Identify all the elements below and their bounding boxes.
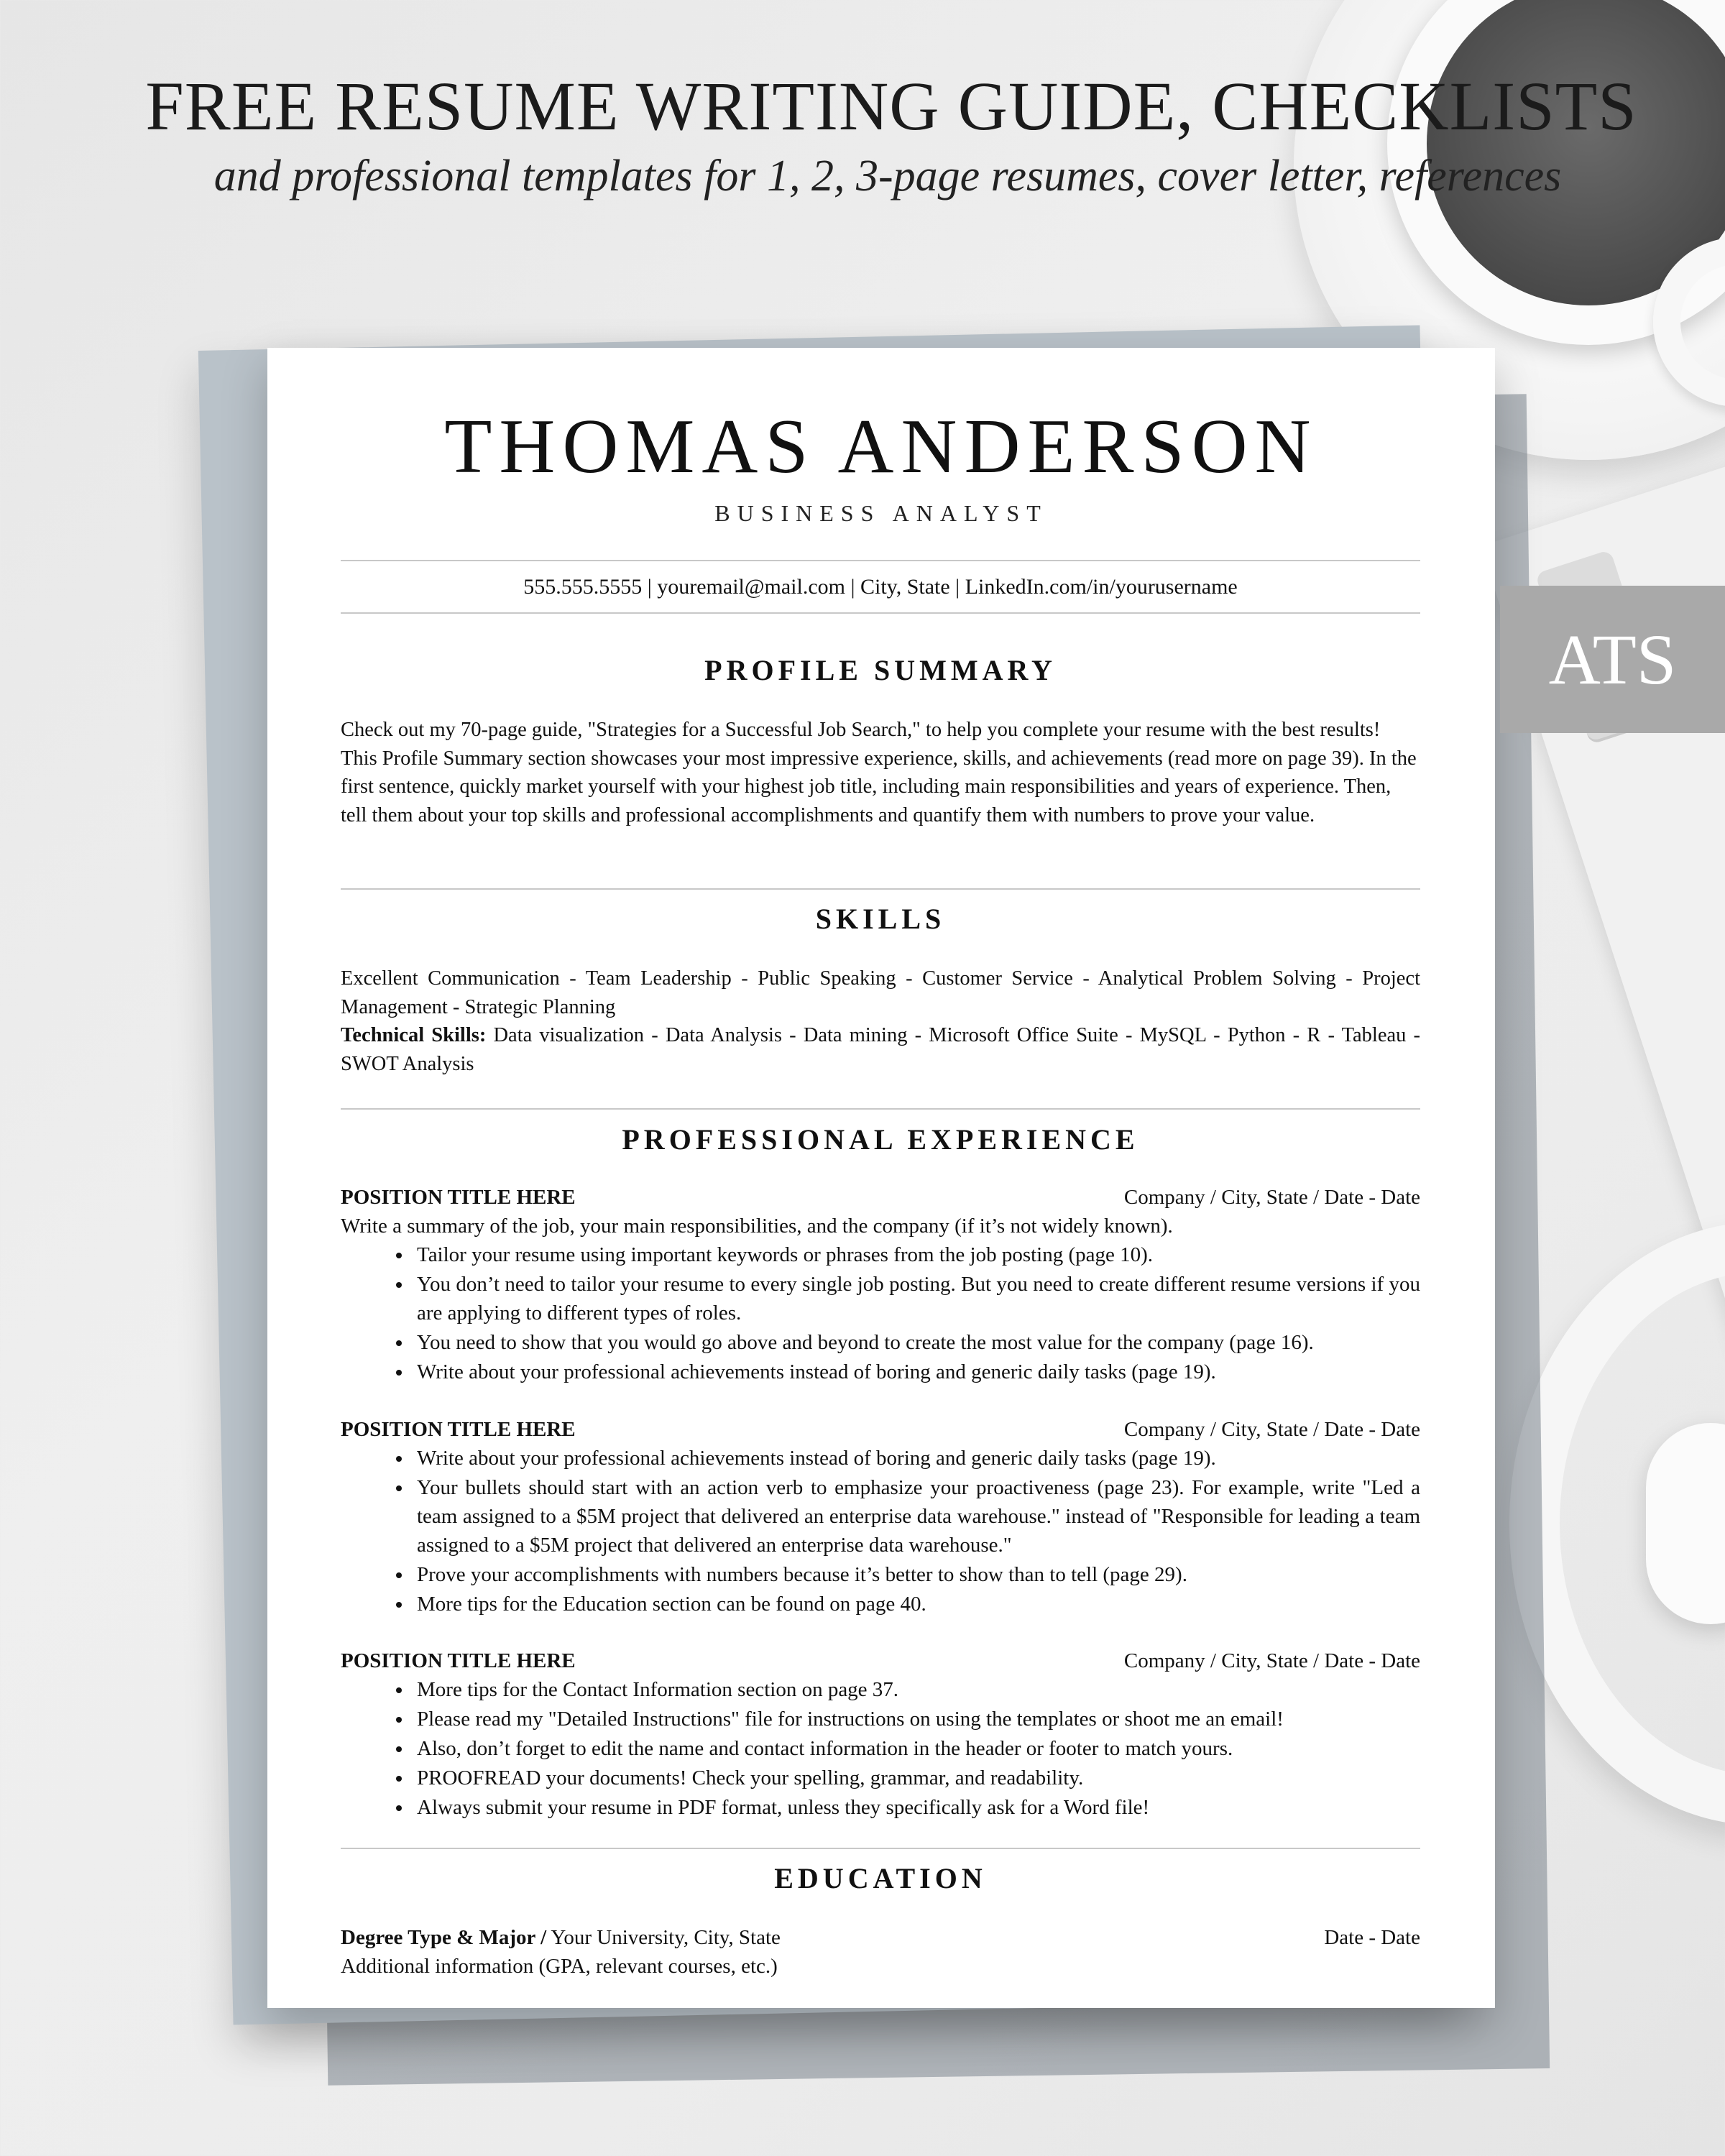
degree: Degree Type & Major / [341,1926,547,1949]
skills-block [341,964,1420,1078]
divider [341,1848,1420,1849]
education-heading: EDUCATION [774,1862,987,1894]
education-additional: Additional information (GPA, relevant courses, etc.) [341,1955,778,1978]
resume-name: THOMAS ANDERSON [444,404,1318,489]
technical-skills-label: Technical Skills: [341,1024,487,1046]
divider [341,612,1420,614]
technical-skills: Data visualization - Data Analysis - Data mining - Microsoft Office Suite - MySQL - Python - R - Tableau - SWOT Analysis [341,1024,1421,1075]
bullet-item: • Tailor your resume using important keywords or phrases from the job posting (page 10). [413,1240,1420,1269]
skills-heading: SKILLS [815,903,946,935]
bullet-item: • Write about your professional achievements instead of boring and generic daily tasks (page 19). [413,1444,1420,1473]
bullet-item: • PROOFREAD your documents! Check your spelling, grammar, and readability. [413,1764,1420,1792]
bullet-item: • Prove your accomplishments with numbers because it’s better to show than to tell (page 29). [413,1560,1420,1589]
job-bullets [341,1444,1420,1619]
bullet-item: • More tips for the Contact Information section on page 37. [413,1675,1420,1704]
bullet-item: • More tips for the Education section can be found on page 40. [413,1590,1420,1618]
soft-skills: Excellent Communication - Team Leadership - Public Speaking - Customer Service - Analytical Problem Solving - Project Management - Strategic Planning [341,967,1420,1018]
job-header [341,1415,1420,1444]
bullet-item: • Also, don’t forget to edit the name and contact information in the header or footer to match yours. [413,1734,1420,1763]
job-title: POSITION TITLE HERE [341,1649,576,1672]
bullet-item: • Write about your professional achievements instead of boring and generic daily tasks (page 19). [413,1358,1420,1386]
job-title: POSITION TITLE HERE [341,1186,576,1209]
job-bullets [341,1675,1420,1823]
job-title: POSITION TITLE HERE [341,1418,576,1441]
job-company-dates: Company / City, State / Date - Date [1123,1418,1420,1441]
banner-title: FREE RESUME WRITING GUIDE, CHECKLISTS [145,68,1637,144]
job-header [341,1183,1420,1212]
profile-heading: PROFILE SUMMARY [704,654,1057,686]
job-summary: Write a summary of the job, your main responsibilities, and the company (if it’s not widely known). [341,1215,1173,1238]
bullet-item: • You need to show that you would go above and beyond to create the most value for the company (page 16). [413,1328,1420,1357]
resume-contact: 555.555.5555 | youremail@mail.com | City, State | LinkedIn.com/in/yourusername [523,575,1238,599]
profile-summary-text: Check out my 70-page guide, "Strategies for a Successful Job Search," to help you complete your resume with the best results! This Profile Summary section showcases your most impressive experience, skills, and achievements (read more on page 39). In the first sentence, quickly market yourself with your highest job title, including main responsibilities and years of experience. Then, tell them about your top skills and professional accomplishments and quantify them with numbers to prove your value. [341,719,1417,826]
bullet-item: • Please read my "Detailed Instructions" file for instructions on using the templates or shoot me an email! [413,1705,1420,1733]
divider [341,1108,1420,1110]
education-row [341,1923,1420,1952]
job-header [341,1646,1420,1675]
bullet-item: • Always submit your resume in PDF format, unless they specifically ask for a Word file! [413,1793,1420,1822]
experience-heading: PROFESSIONAL EXPERIENCE [622,1123,1139,1156]
job-bullets [341,1240,1420,1387]
job-company-dates: Company / City, State / Date - Date [1123,1649,1420,1672]
resume-job-title: BUSINESS ANALYST [714,500,1048,526]
banner-subtitle: and professional templates for 1, 2, 3-page resumes, cover letter, references [213,152,1562,201]
education-dates: Date - Date [1324,1926,1420,1949]
job-company-dates: Company / City, State / Date - Date [1123,1186,1420,1209]
divider [341,560,1420,561]
headphone-earcup [1646,1423,1725,1624]
school: Your University, City, State [546,1926,781,1949]
bullet-item: • You don’t need to tailor your resume to every single job posting. But you need to create different resume versions if you are applying to different types of roles. [413,1270,1420,1327]
resume-page [267,348,1495,2008]
divider [341,888,1420,890]
ats-badge: ATS [1500,586,1725,733]
bullet-item: • Your bullets should start with an action verb to emphasize your proactiveness (page 23). For example, write "Led a team assigned to a $5M project that delivered an enterprise data warehouse." instead of "Responsible for leading a team assigned to a $5M project that delivered an enterprise data warehouse." [413,1473,1420,1560]
